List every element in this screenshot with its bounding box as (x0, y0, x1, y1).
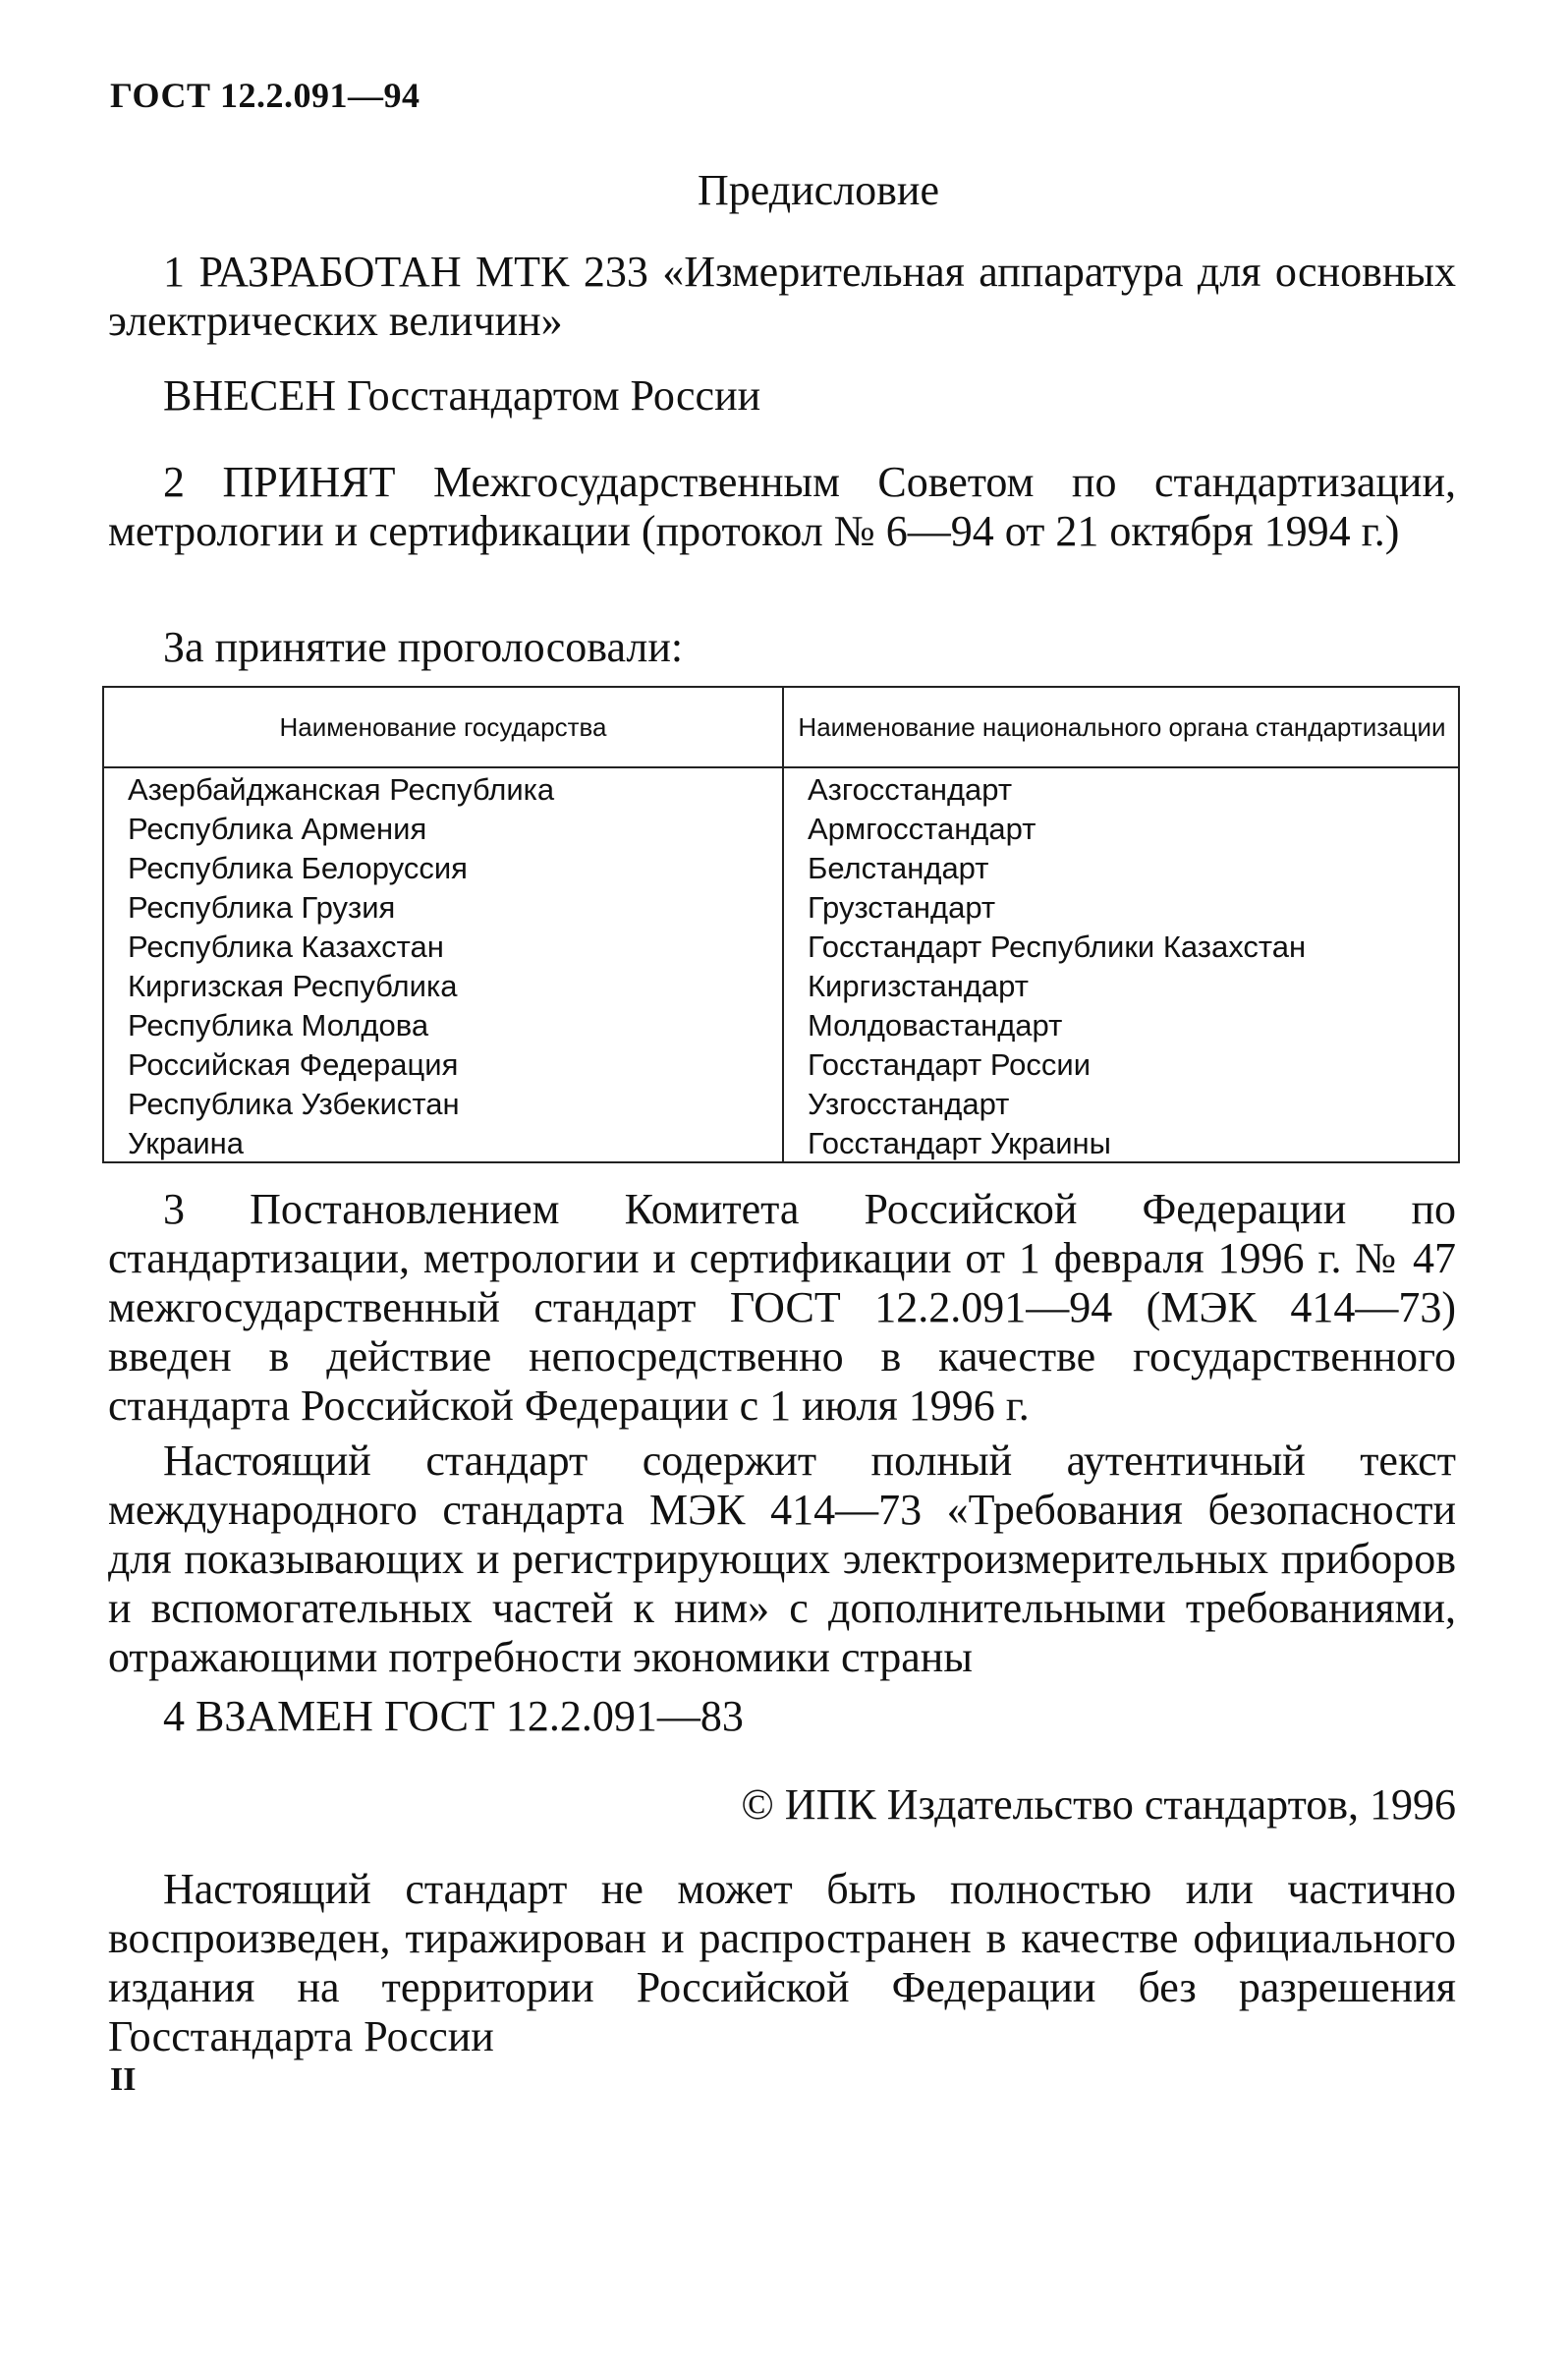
table-row (104, 810, 1458, 849)
table-header-agency: Наименование национального органа стандартизации (798, 712, 1446, 742)
table-cell-state: Республика Армения (128, 812, 427, 846)
paragraph-reproduction-notice: Настоящий стандарт не может быть полностью или частично воспроизведен, тиражирован и распространен в качестве официального издания на территории Российской Федерации без разрешения Госстандарта России (108, 1865, 1456, 2060)
table-cell-state: Республика Узбекистан (128, 1087, 460, 1121)
table-row (104, 770, 1458, 810)
table-cell-agency: Госстандарт Украины (808, 1126, 1111, 1160)
table-row (104, 1085, 1458, 1124)
table-cell-agency: Азгосстандарт (808, 772, 1013, 807)
table-cell-state: Республика Грузия (128, 890, 396, 925)
paragraph-decree: 3 Постановлением Комитета Российской Федерации по стандартизации, метрологии и сертификации от 1 февраля 1996 г. № 47 межгосударственный стандарт ГОСТ 12.2.091—94 (МЭК 414—73) введен в действие непосредственно в качестве государственного стандарта Российской Федерации с 1 июля 1996 г. (108, 1185, 1456, 1430)
table-cell-state: Республика Казахстан (128, 930, 444, 964)
table-cell-state: Азербайджанская Республика (128, 772, 555, 807)
table-cell-agency: Киргизстандарт (808, 969, 1029, 1003)
voting-table (102, 686, 1460, 1163)
table-header-state: Наименование государства (279, 712, 607, 742)
table-row (104, 1124, 1458, 1163)
table-row (104, 888, 1458, 928)
table-cell-agency: Госстандарт России (808, 1047, 1092, 1082)
paragraph-developed-by: 1 РАЗРАБОТАН МТК 233 «Измерительная аппаратура для основных электрических величин» (108, 248, 1456, 345)
page-title: Предисловие (698, 166, 939, 214)
copyright-notice: © ИПК Издательство стандартов, 1996 (741, 1780, 1456, 1829)
table-cell-state: Российская Федерация (128, 1047, 459, 1082)
paragraph-voted: За принятие проголосовали: (163, 623, 684, 671)
table-cell-state: Украина (128, 1126, 245, 1160)
paragraph-introduced-by: ВНЕСЕН Госстандартом России (163, 371, 761, 420)
table-row (104, 1006, 1458, 1045)
paragraph-adopted-by: 2 ПРИНЯТ Межгосударственным Советом по стандартизации, метрологии и сертификации (протокол № 6—94 от 21 октября 1994 г.) (108, 458, 1456, 555)
table-cell-state: Киргизская Республика (128, 969, 458, 1003)
table-cell-agency: Грузстандарт (808, 890, 996, 925)
paragraph-replaces: 4 ВЗАМЕН ГОСТ 12.2.091—83 (163, 1692, 744, 1740)
table-cell-state: Республика Белоруссия (128, 851, 468, 885)
table-row (104, 849, 1458, 888)
table-cell-agency: Белстандарт (808, 851, 989, 885)
table-cell-agency: Узгосстандарт (808, 1087, 1010, 1121)
table-row (104, 967, 1458, 1006)
paragraph-authentic-text: Настоящий стандарт содержит полный аутентичный текст международного стандарта МЭК 414—73 «Требования безопасности для показывающих и регистрирующих электроизмерительных приборов и вспомогательных частей к ним» с дополнительными требованиями, отражающими потребности экономики страны (108, 1437, 1456, 1681)
table-row (104, 928, 1458, 967)
table-cell-state: Республика Молдова (128, 1008, 429, 1043)
table-cell-agency: Армгосстандарт (808, 812, 1036, 846)
page-number: II (110, 2061, 137, 2098)
table-cell-agency: Госстандарт Республики Казахстан (808, 930, 1307, 964)
table-body (104, 770, 1458, 1163)
table-header-divider (104, 766, 1458, 768)
document-header: ГОСТ 12.2.091—94 (110, 76, 420, 115)
table-row (104, 1045, 1458, 1085)
table-cell-agency: Молдовастандарт (808, 1008, 1063, 1043)
